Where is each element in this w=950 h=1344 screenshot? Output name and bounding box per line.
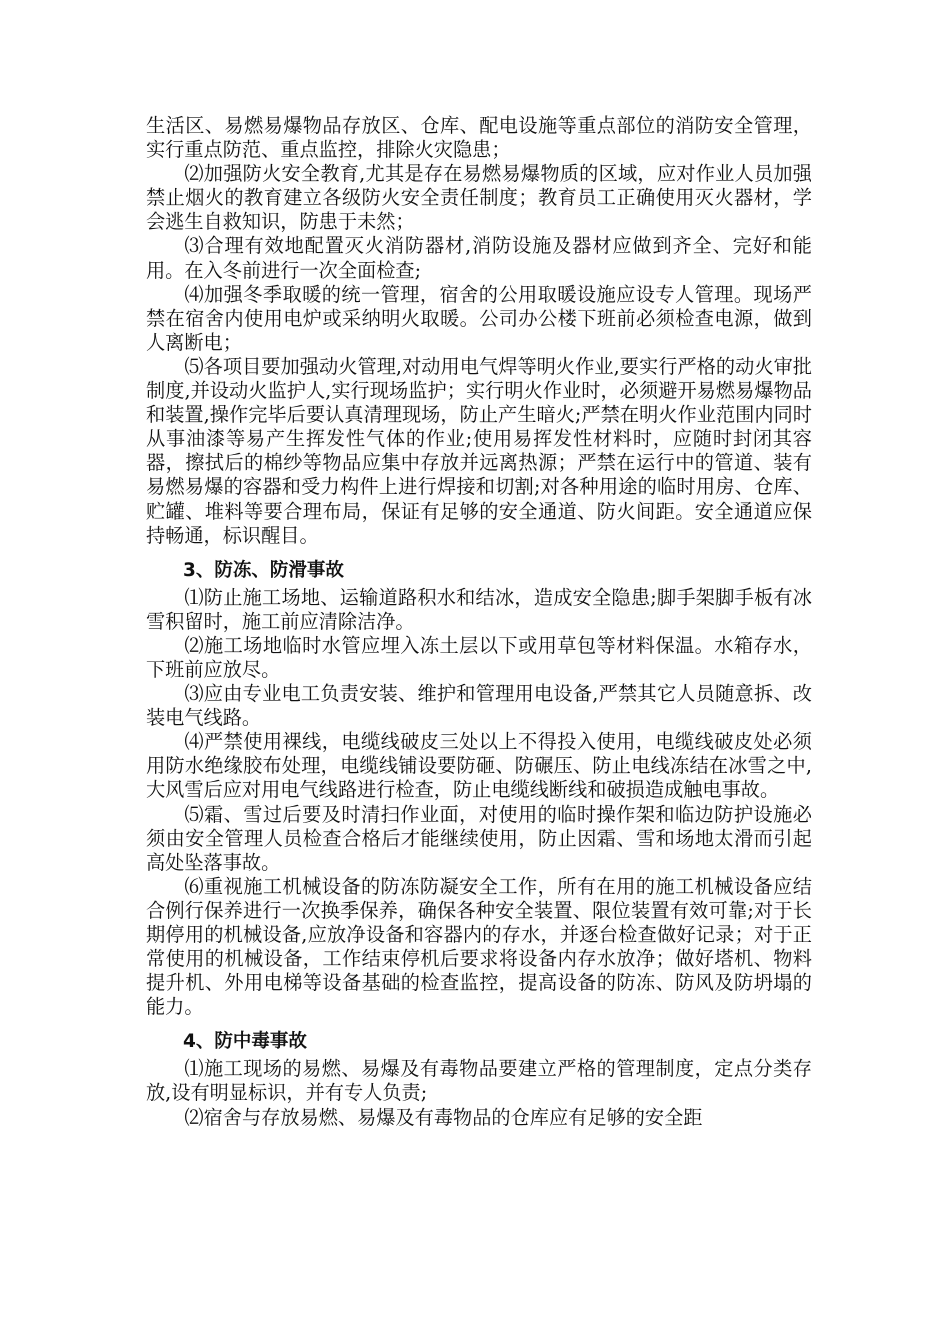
paragraph-s3-item-3: ⑶应由专业电工负责安装、维护和管理用电设备,严禁其它人员随意拆、改装电气线路。 <box>146 682 812 730</box>
paragraph-s2-item-2: ⑵加强防火安全教育,尤其是存在易燃易爆物质的区域，应对作业人员加强禁止烟火的教育建立各级防火安全责任制度；教育员工正确使用灭火器材，学会逃生自救知识，防患于未然； <box>146 162 812 234</box>
paragraph-s2-item-5: ⑸各项目要加强动火管理,对动用电气焊等明火作业,要实行严格的动火审批制度,并设动火监护人,实行现场监护；实行明火作业时，必须避开易燃易爆物品和装置,操作完毕后要认真清理现场，防止产生暗火;严禁在明火作业范围内同时从事油漆等易产生挥发性气体的作业;使用易挥发性材料时，应随时封闭其容器，擦拭后的棉纱等物品应集中存放并远离热源；严禁在运行中的管道、装有易燃易爆的容器和受力构件上进行焊接和切割;对各种用途的临时用房、仓库、贮罐、堆料等要合理布局，保证有足够的安全通道、防火间距。安全通道应保持畅通，标识醒目。 <box>146 354 812 547</box>
section-heading-anti-freeze: 3、防冻、防滑事故 <box>183 559 344 581</box>
paragraph-s2-continuation: 生活区、易燃易爆物品存放区、仓库、配电设施等重点部位的消防安全管理，实行重点防范、重点监控，排除火灾隐患； <box>146 114 812 162</box>
paragraph-s3-item-6: ⑹重视施工机械设备的防冻防凝安全工作，所有在用的施工机械设备应结合例行保养进行一次换季保养，确保各种安全装置、限位装置有效可靠;对于长期停用的机械设备,应放净设备和容器内的存水，并逐台检查做好记录；对于正常使用的机械设备，工作结束停机后要求将设备内存水放净；做好塔机、物料提升机、外用电梯等设备基础的检查监控，提高设备的防冻、防风及防坍塌的能力。 <box>146 874 812 1019</box>
paragraph-s3-item-4: ⑷严禁使用裸线，电缆线破皮三处以上不得投入使用，电缆线破皮处必须用防水绝缘胶布处理，电缆线铺设要防砸、防碾压、防止电线冻结在冰雪之中,大风雪后应对用电气线路进行检查，防止电缆线断线和破损造成触电事故。 <box>146 730 812 802</box>
paragraph-s2-item-3: ⑶合理有效地配置灭火消防器材,消防设施及器材应做到齐全、完好和能用。在入冬前进行一次全面检查; <box>146 234 812 282</box>
paragraph-s3-item-2: ⑵施工场地临时水管应埋入冻土层以下或用草包等材料保温。水箱存水，下班前应放尽。 <box>146 633 812 681</box>
paragraph-s2-item-4: ⑷加强冬季取暖的统一管理，宿舍的公用取暖设施应设专人管理。现场严禁在宿舍内使用电炉或采纳明火取暖。公司办公楼下班前必须检查电源，做到人离断电； <box>146 282 812 354</box>
section-heading-anti-poisoning: 4、防中毒事故 <box>183 1031 307 1053</box>
paragraph-s4-item-2: ⑵宿舍与存放易燃、易爆及有毒物品的仓库应有足够的安全距 <box>184 1105 703 1129</box>
document-page <box>146 114 812 1130</box>
paragraph-s3-item-1: ⑴防止施工场地、运输道路积水和结冰，造成安全隐患;脚手架脚手板有冰雪积留时，施工前应清除洁净。 <box>146 585 812 633</box>
paragraph-s4-item-1: ⑴施工现场的易燃、易爆及有毒物品要建立严格的管理制度，定点分类存放,设有明显标识，并有专人负责; <box>146 1057 812 1105</box>
paragraph-s3-item-5: ⑸霜、雪过后要及时清扫作业面，对使用的临时操作架和临边防护设施必须由安全管理人员检查合格后才能继续使用，防止因霜、雪和场地太滑而引起高处坠落事故。 <box>146 802 812 874</box>
